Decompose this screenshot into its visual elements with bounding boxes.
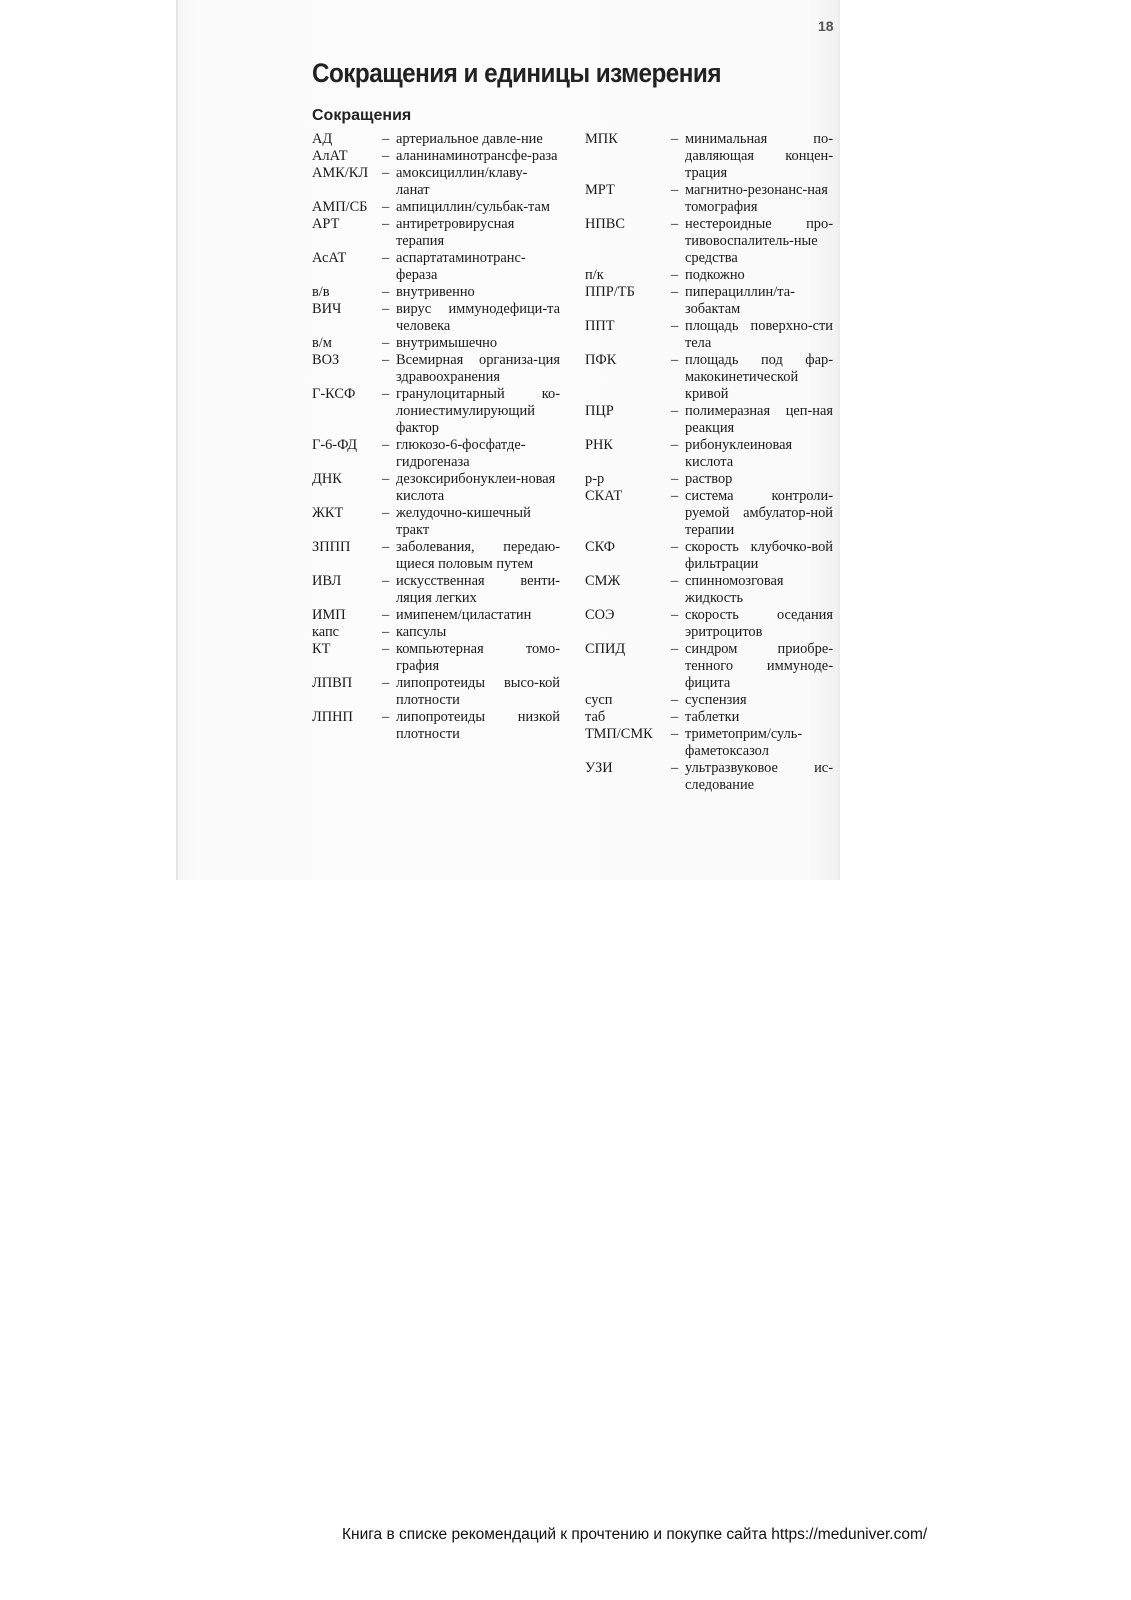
abbreviation-term: ЖКТ: [312, 505, 344, 521]
abbreviation-term: ППТ: [585, 318, 615, 334]
dash-separator: –: [671, 726, 679, 742]
abbreviation-entry: [585, 318, 833, 352]
abbreviation-entry: [312, 148, 560, 165]
abbreviation-entry: [585, 267, 833, 284]
abbreviation-definition: гранулоцитарный ко-лониестимулирующий фактор: [396, 386, 560, 436]
dash-separator: –: [382, 301, 390, 317]
abbreviations-right-column: [585, 131, 833, 794]
abbreviation-entry: [585, 471, 833, 488]
dash-separator: –: [382, 148, 390, 164]
abbreviation-definition: капсулы: [396, 624, 447, 640]
abbreviation-definition: ампициллин/сульбак-там: [396, 199, 551, 215]
abbreviation-definition: минимальная по-давляющая концен-трация: [685, 131, 833, 181]
page-number: 18: [818, 18, 834, 34]
dash-separator: –: [671, 692, 679, 708]
abbreviation-entry: [312, 539, 560, 573]
abbreviation-entry: [585, 573, 833, 607]
abbreviation-definition: скорость оседания эритроцитов: [685, 607, 833, 640]
abbreviation-term: капс: [312, 624, 340, 640]
abbreviation-term: Г-6-ФД: [312, 437, 358, 453]
abbreviation-definition: триметоприм/суль-фаметоксазол: [685, 726, 803, 759]
abbreviation-definition: магнитно-резонанс-ная томография: [685, 182, 828, 215]
abbreviation-entry: [312, 131, 560, 148]
abbreviation-term: ТМП/СМК: [585, 726, 653, 742]
abbreviation-definition: дезоксирибонуклеи-новая кислота: [396, 471, 556, 504]
dash-separator: –: [671, 760, 679, 776]
abbreviation-term: КТ: [312, 641, 331, 657]
dash-separator: –: [671, 216, 679, 232]
abbreviation-entry: [312, 250, 560, 284]
abbreviation-entry: [312, 641, 560, 675]
dash-separator: –: [382, 641, 390, 657]
dash-separator: –: [382, 199, 390, 215]
abbreviation-term: АМК/КЛ: [312, 165, 369, 181]
abbreviation-entry: [585, 437, 833, 471]
abbreviation-entry: [585, 641, 833, 692]
abbreviation-term: УЗИ: [585, 760, 613, 776]
dash-separator: –: [671, 284, 679, 300]
abbreviation-definition: рибонуклеиновая кислота: [685, 437, 793, 470]
abbreviation-definition: антиретровирусная терапия: [396, 216, 515, 249]
dash-separator: –: [671, 471, 679, 487]
dash-separator: –: [671, 709, 679, 725]
dash-separator: –: [671, 539, 679, 555]
abbreviation-entry: [312, 301, 560, 335]
abbreviation-term: ЛПВП: [312, 675, 353, 691]
abbreviation-entry: [585, 403, 833, 437]
dash-separator: –: [671, 403, 679, 419]
abbreviation-entry: [312, 386, 560, 437]
abbreviation-entry: [585, 216, 833, 267]
abbreviation-entry: [312, 573, 560, 607]
dash-separator: –: [382, 250, 390, 266]
dash-separator: –: [382, 471, 390, 487]
abbreviation-entry: [585, 352, 833, 403]
abbreviation-definition: ультразвуковое ис-следование: [685, 760, 833, 793]
page-title: Сокращения и единицы измерения: [312, 58, 721, 88]
abbreviation-entry: [312, 437, 560, 471]
abbreviation-entry: [585, 539, 833, 573]
abbreviation-definition: вирус иммунодефици-та человека: [396, 301, 560, 334]
abbreviation-definition: желудочно-кишечный тракт: [396, 505, 531, 538]
dash-separator: –: [382, 437, 390, 453]
abbreviation-definition: артериальное давле-ние: [396, 131, 543, 147]
abbreviation-definition: Всемирная организа-ция здравоохранения: [396, 352, 560, 385]
abbreviation-definition: внутривенно: [396, 284, 475, 300]
abbreviation-entry: [312, 607, 560, 624]
abbreviation-entry: [585, 692, 833, 709]
abbreviation-term: АД: [312, 131, 333, 147]
dash-separator: –: [382, 573, 390, 589]
abbreviation-entry: [585, 284, 833, 318]
abbreviation-entry: [312, 675, 560, 709]
dash-separator: –: [671, 607, 679, 623]
dash-separator: –: [382, 335, 390, 351]
abbreviation-entry: [585, 760, 833, 794]
abbreviation-term: п/к: [585, 267, 604, 283]
abbreviation-term: МРТ: [585, 182, 615, 198]
dash-separator: –: [671, 182, 679, 198]
abbreviation-entry: [585, 131, 833, 182]
abbreviation-entry: [312, 352, 560, 386]
abbreviation-definition: таблетки: [685, 709, 740, 725]
abbreviation-definition: компьютерная томо-графия: [396, 641, 560, 674]
abbreviation-term: ПЦР: [585, 403, 614, 419]
abbreviation-entry: [312, 505, 560, 539]
abbreviation-definition: амоксициллин/клаву-ланат: [396, 165, 528, 198]
abbreviation-term: СКАТ: [585, 488, 623, 504]
dash-separator: –: [671, 267, 679, 283]
abbreviation-definition: внутримышечно: [396, 335, 498, 351]
abbreviation-term: ВИЧ: [312, 301, 342, 317]
abbreviation-term: Г-КСФ: [312, 386, 356, 402]
abbreviation-definition: заболевания, передаю-щиеся половым путем: [396, 539, 560, 572]
section-title: Сокращения: [312, 107, 412, 124]
abbreviation-term: таб: [585, 709, 606, 725]
dash-separator: –: [382, 624, 390, 640]
dash-separator: –: [382, 216, 390, 232]
abbreviation-term: СОЭ: [585, 607, 615, 623]
abbreviation-term: ПФК: [585, 352, 617, 368]
abbreviation-term: в/м: [312, 335, 332, 351]
abbreviation-term: АсАТ: [312, 250, 347, 266]
dash-separator: –: [382, 505, 390, 521]
dash-separator: –: [382, 352, 390, 368]
abbreviation-definition: липопротеиды низкой плотности: [396, 709, 560, 742]
abbreviation-term: р-р: [585, 471, 605, 487]
abbreviation-term: ЛПНП: [312, 709, 353, 725]
abbreviation-term: АМП/СБ: [312, 199, 368, 215]
scan-edge-right: [838, 0, 840, 880]
abbreviation-definition: аланинаминотрансфе-раза: [396, 148, 558, 164]
abbreviation-entry: [585, 607, 833, 641]
scan-edge-left: [176, 0, 178, 880]
abbreviation-definition: скорость клубочко-вой фильтрации: [685, 539, 833, 572]
abbreviation-term: ИВЛ: [312, 573, 342, 589]
abbreviation-entry: [312, 199, 560, 216]
abbreviation-term: РНК: [585, 437, 613, 453]
dash-separator: –: [382, 284, 390, 300]
abbreviation-term: в/в: [312, 284, 330, 300]
abbreviation-term: ВОЗ: [312, 352, 340, 368]
abbreviation-entry: [312, 335, 560, 352]
dash-separator: –: [671, 573, 679, 589]
abbreviation-term: сусп: [585, 692, 613, 708]
dash-separator: –: [671, 318, 679, 334]
abbreviation-definition: площадь поверхно-сти тела: [685, 318, 833, 351]
abbreviation-definition: нестероидные про-тивовоспалитель-ные средства: [685, 216, 833, 266]
abbreviation-entry: [312, 165, 560, 199]
abbreviation-definition: площадь под фар-макокинетической кривой: [685, 352, 833, 402]
abbreviation-term: АлАТ: [312, 148, 348, 164]
footer-note: Книга в списке рекомендаций к прочтению и покупке сайта https://meduniver.com/: [342, 1526, 928, 1543]
abbreviation-term: СПИД: [585, 641, 626, 657]
abbreviation-definition: полимеразная цеп-ная реакция: [685, 403, 833, 436]
abbreviation-definition: раствор: [685, 471, 733, 487]
abbreviation-term: ДНК: [312, 471, 342, 487]
dash-separator: –: [671, 488, 679, 504]
abbreviation-definition: глюкозо-6-фосфатде-гидрогеназа: [396, 437, 526, 470]
dash-separator: –: [671, 352, 679, 368]
abbreviation-term: АРТ: [312, 216, 340, 232]
abbreviation-definition: пиперациллин/та-зобактам: [685, 284, 795, 317]
abbreviation-term: СМЖ: [585, 573, 621, 589]
dash-separator: –: [671, 437, 679, 453]
abbreviation-definition: липопротеиды высо-кой плотности: [396, 675, 560, 708]
abbreviation-entry: [585, 488, 833, 539]
abbreviation-definition: имипенем/циластатин: [396, 607, 532, 623]
abbreviation-entry: [585, 726, 833, 760]
abbreviation-term: ИМП: [312, 607, 346, 623]
abbreviation-term: ППР/ТБ: [585, 284, 635, 300]
dash-separator: –: [382, 607, 390, 623]
dash-separator: –: [382, 165, 390, 181]
abbreviation-entry: [312, 709, 560, 743]
dash-separator: –: [382, 539, 390, 555]
abbreviation-definition: синдром приобре-тенного иммуноде-фицита: [685, 641, 833, 691]
abbreviation-entry: [585, 182, 833, 216]
abbreviation-definition: спинномозговая жидкость: [685, 573, 784, 606]
dash-separator: –: [382, 675, 390, 691]
abbreviation-term: МПК: [585, 131, 618, 147]
abbreviation-term: НПВС: [585, 216, 625, 232]
abbreviation-definition: аспартатаминотранс-фераза: [396, 250, 526, 283]
abbreviation-definition: система контроли-руемой амбулатор-ной терапии: [685, 488, 833, 538]
abbreviation-term: СКФ: [585, 539, 615, 555]
abbreviation-entry: [312, 284, 560, 301]
dash-separator: –: [382, 386, 390, 402]
dash-separator: –: [671, 131, 679, 147]
abbreviation-entry: [312, 471, 560, 505]
abbreviation-definition: суспензия: [685, 692, 747, 708]
abbreviations-left-column: [312, 131, 560, 743]
dash-separator: –: [382, 131, 390, 147]
abbreviation-definition: подкожно: [685, 267, 745, 283]
abbreviation-term: ЗППП: [312, 539, 351, 555]
abbreviation-entry: [585, 709, 833, 726]
dash-separator: –: [671, 641, 679, 657]
abbreviation-entry: [312, 216, 560, 250]
abbreviation-definition: искусственная венти-ляция легких: [396, 573, 560, 606]
dash-separator: –: [382, 709, 390, 725]
abbreviation-entry: [312, 624, 560, 641]
